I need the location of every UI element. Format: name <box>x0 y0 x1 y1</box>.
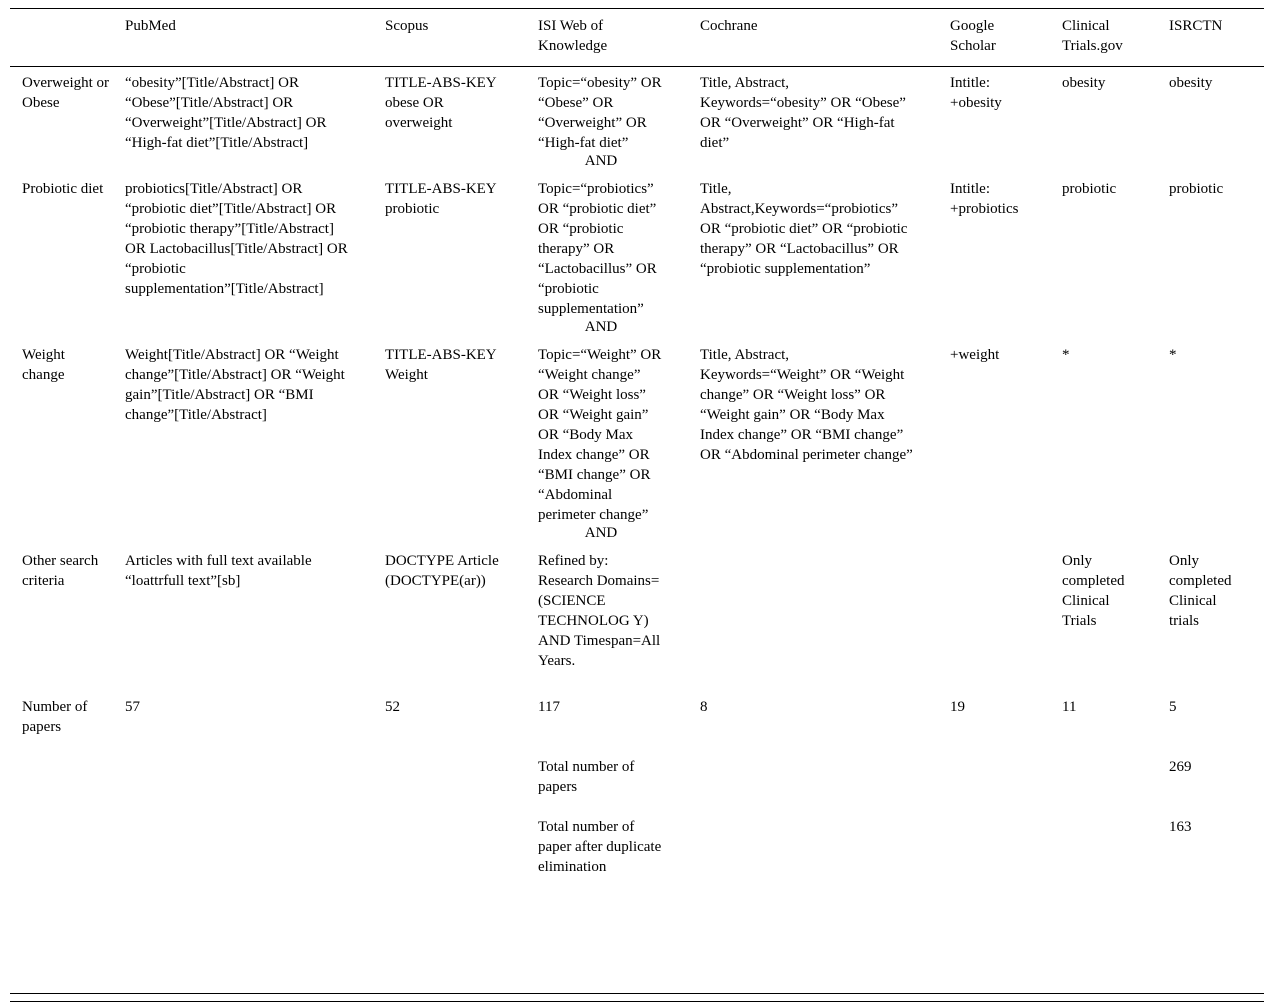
row-number-of-papers <box>10 691 1264 751</box>
cell-isi-text: Topic=“probiotics” OR “probiotic diet” OR “probiotic therapy” OR “Lactobacillus” OR “probiotic supplementation” <box>538 181 657 317</box>
cell-cochrane: Title, Abstract, Keywords=“obesity” OR “Obese” OR “Overweight” OR “High-fat diet” <box>700 75 906 151</box>
cell-google-scholar: 19 <box>950 699 965 715</box>
cell-google-scholar: Intitle: +obesity <box>950 75 1002 111</box>
cell-scopus: 52 <box>385 699 400 715</box>
row-label <box>10 751 125 811</box>
total-papers-label: Total number of papers <box>538 759 635 795</box>
table-body <box>10 67 1264 892</box>
header-clinical-trials-gov: Clinical Trials.gov <box>1062 9 1169 67</box>
cell-empty <box>125 751 385 811</box>
cell-clinical-trials: * <box>1062 347 1070 363</box>
header-google-scholar: Google Scholar <box>950 9 1062 67</box>
cell-clinical-trials: 11 <box>1062 699 1077 715</box>
cell-isi <box>538 339 700 545</box>
boolean-operator: AND <box>584 153 618 169</box>
cell-isi <box>538 173 700 339</box>
cell-pubmed: 57 <box>125 699 140 715</box>
cell-pubmed: Weight[Title/Abstract] OR “Weight change”[Title/Abstract] OR “Weight gain”[Title/Abstract] OR “BMI change”[Title/Abstract] <box>125 347 345 423</box>
cell-isrctn: probiotic <box>1169 181 1224 197</box>
header-isrctn: ISRCTN <box>1169 9 1264 67</box>
cell-scopus: TITLE-ABS-KEY obese OR overweight <box>385 75 497 131</box>
cell-cochrane: Title, Abstract, Keywords=“Weight” OR “Weight change” OR “Weight loss” OR “Weight gain” OR “Body Max Index change” OR “BMI change” OR “Abdominal perimeter change” <box>700 347 913 463</box>
total-after-duplicates-label: Total number of paper after duplicate elimination <box>538 819 662 875</box>
cell-clinical-trials: Only completed Clinical Trials <box>1062 553 1125 629</box>
cell-isi <box>538 67 700 174</box>
cell-isrctn: Only completed Clinical trials <box>1169 553 1232 629</box>
cell-isrctn: obesity <box>1169 75 1213 91</box>
cell-empty <box>950 751 1062 811</box>
cell-pubmed: Articles with full text available “loattrfull text”[sb] <box>125 553 312 589</box>
header-scopus: Scopus <box>385 9 538 67</box>
cell-google-scholar <box>950 545 1062 691</box>
row-other-search-criteria <box>10 545 1264 691</box>
cell-google-scholar: +weight <box>950 347 1000 363</box>
header-cochrane: Cochrane <box>700 9 950 67</box>
header-isi-web-of-knowledge: ISI Web of Knowledge <box>538 9 700 67</box>
row-label <box>10 811 125 891</box>
cell-isrctn: 5 <box>1169 699 1177 715</box>
cell-pubmed: “obesity”[Title/Abstract] OR “Obese”[Title/Abstract] OR “Overweight”[Title/Abstract] OR “High-fat diet”[Title/Abstract] <box>125 75 327 151</box>
header-pubmed: PubMed <box>125 9 385 67</box>
cell-cochrane <box>700 545 950 691</box>
bottom-rule-lower <box>10 1001 1264 1002</box>
cell-empty <box>700 751 950 811</box>
row-label: Other search criteria <box>22 553 99 589</box>
row-probiotic-diet <box>10 173 1264 339</box>
cell-cochrane: 8 <box>700 699 708 715</box>
cell-empty <box>700 811 950 891</box>
cell-isi-text: Topic=“obesity” OR “Obese” OR “Overweight” OR “High-fat diet” <box>538 75 662 151</box>
row-label: Weight change <box>22 347 65 383</box>
search-strategy-table <box>10 8 1264 891</box>
cell-empty <box>385 751 538 811</box>
row-overweight-or-obese <box>10 67 1264 174</box>
table-bottom-rule <box>10 993 1264 1002</box>
row-weight-change <box>10 339 1264 545</box>
boolean-operator: AND <box>584 319 618 335</box>
bottom-rule-gap <box>10 994 1264 1001</box>
row-label: Number of papers <box>22 699 88 735</box>
total-papers-value: 269 <box>1169 759 1192 775</box>
row-label: Probiotic diet <box>22 181 104 197</box>
cell-clinical-trials: probiotic <box>1062 181 1117 197</box>
row-total-after-duplicate-elimination <box>10 811 1264 891</box>
cell-scopus: TITLE-ABS-KEY probiotic <box>385 181 497 217</box>
cell-empty <box>950 811 1062 891</box>
cell-isrctn: * <box>1169 347 1177 363</box>
row-total-papers <box>10 751 1264 811</box>
header-row <box>10 9 1264 67</box>
cell-pubmed: probiotics[Title/Abstract] OR “probiotic diet”[Title/Abstract] OR “probiotic therapy”[Title/Abstract] OR Lactobacillus[Title/Abstract] OR “probiotic supplementation”[Title/Abstract] <box>125 181 348 297</box>
cell-cochrane: Title, Abstract,Keywords=“probiotics” OR “probiotic diet” OR “probiotic therapy” OR “Lactobacillus” OR “probiotic supplementation” <box>700 181 908 277</box>
cell-empty <box>1062 751 1169 811</box>
total-after-duplicates-value: 163 <box>1169 819 1192 835</box>
cell-empty <box>125 811 385 891</box>
cell-empty <box>1062 811 1169 891</box>
boolean-operator: AND <box>584 525 618 541</box>
cell-isi: Refined by: Research Domains= (SCIENCE TECHNOLOG Y) AND Timespan=All Years. <box>538 553 661 669</box>
cell-scopus: TITLE-ABS-KEY Weight <box>385 347 497 383</box>
cell-isi-text: Topic=“Weight” OR “Weight change” OR “Weight loss” OR “Weight gain” OR “Body Max Index change” OR “BMI change” OR “Abdominal perimeter change” <box>538 347 662 523</box>
header-empty <box>10 9 125 67</box>
table-header <box>10 9 1264 67</box>
cell-google-scholar: Intitle: +probiotics <box>950 181 1019 217</box>
cell-empty <box>385 811 538 891</box>
cell-scopus: DOCTYPE Article (DOCTYPE(ar)) <box>385 553 499 589</box>
cell-clinical-trials: obesity <box>1062 75 1106 91</box>
cell-isi: 117 <box>538 699 560 715</box>
row-label: Overweight or Obese <box>22 75 110 111</box>
